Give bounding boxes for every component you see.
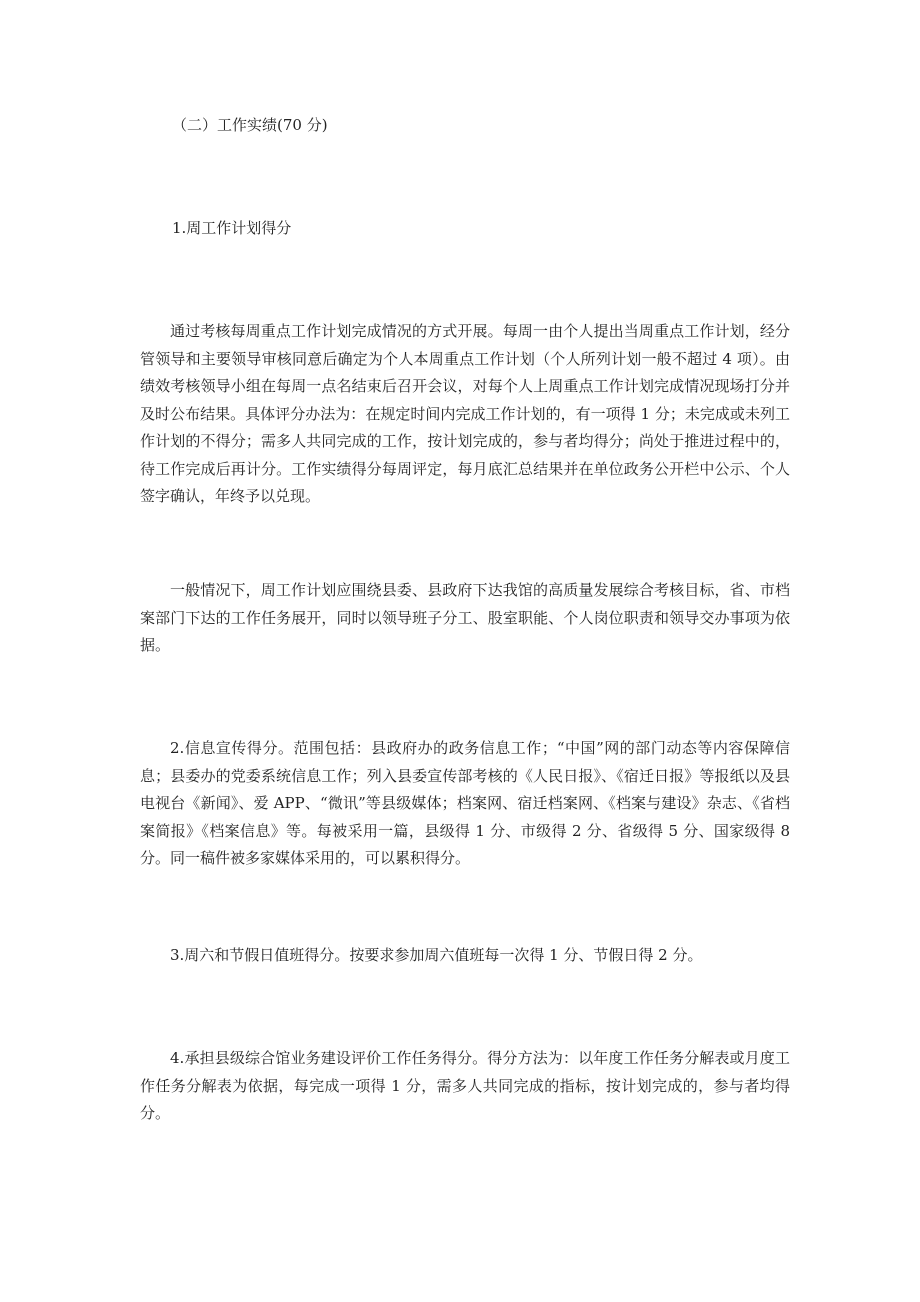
item1-title: 1.周工作计划得分 (172, 219, 292, 237)
item1-paragraph-2: 一般情况下，周工作计划应围绕县委、县政府下达我馆的高质量发展综合考核目标，省、市档案部门下达的工作任务展开，同时以领导班子分工、股室职能、个人岗位职责和领导交办事项为依据。 (140, 581, 790, 654)
item4-paragraph: 4.承担县级综合馆业务建设评价工作任务得分。得分方法为：以年度工作任务分解表或月度工作任务分解表为依据，每完成一项得 1 分，需多人共同完成的指标，按计划完成的，参与者均得分。 (140, 1049, 790, 1122)
item2-paragraph: 2.信息宣传得分。范围包括：县政府办的政务信息工作；“中国”网的部门动态等内容保障信息；县委办的党委系统信息工作；列入县委宣传部考核的《人民日报》、《宿迁日报》等报纸以及县电视台《新闻》、爱 APP、“微讯”等县级媒体；档案网、宿迁档案网、《档案与建设》杂志、《省档案简报》《档案信息》等。每被采用一篇，县级得 1 分、市级得 2 分、省级得 5 分、国家级得 8 分。同一稿件被多家媒体采用的，可以累积得分。 (140, 739, 795, 867)
item3-paragraph: 3.周六和节假日值班得分。按要求参加周六值班每一次得 1 分、节假日得 2 分。 (170, 946, 703, 964)
item1-paragraph-1: 通过考核每周重点工作计划完成情况的方式开展。每周一由个人提出当周重点工作计划，经分管领导和主要领导审核同意后确定为个人本周重点工作计划（个人所列计划一般不超过 4 项）。由绩效考核领导小组在每周一点名结束后召开会议，对每个人上周重点工作计划完成情况现场打分并及时公布结果。具体评分办法为：在规定时间内完成工作计划的，有一项得 1 分；未完成或未列工作计划的不得分；需多人共同完成的工作，按计划完成的，参与者均得分；尚处于推进过程中的，待工作完成后再计分。工作实绩得分每周评定，每月底汇总结果并在单位政务公开栏中公示、个人签字确认，年终予以兑现。 (140, 322, 790, 505)
section-title: （二）工作实绩(70 分) (172, 116, 328, 134)
